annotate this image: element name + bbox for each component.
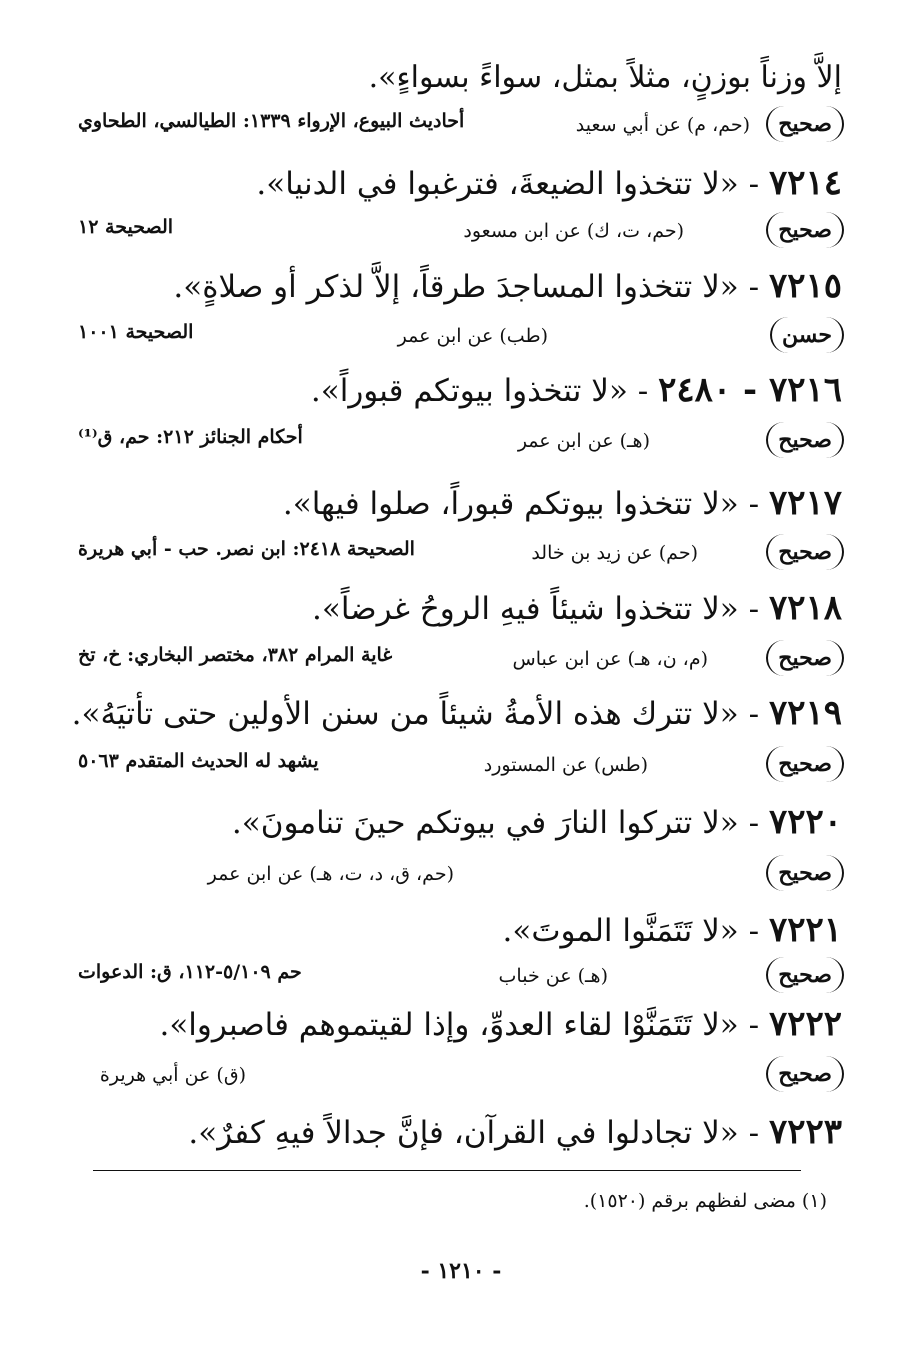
- grade-badge: صحيح: [766, 212, 844, 248]
- hadith-text: «لا تتخذوا المساجدَ طرقاً، إلاَّ لذكر أو صلاةٍ».: [173, 269, 739, 305]
- narrator-text: (طس) عن المستورد: [483, 754, 648, 776]
- hadith-number: ٧٢١٨: [768, 588, 842, 628]
- hadith-number: ٧٢٢٠: [768, 802, 842, 842]
- reference-text: الصحيحة ١٠٠١: [78, 321, 194, 343]
- hadith-text: «لا تترك هذه الأمةُ شيئاً من سنن الأولين حتى تأتيَهُ».: [71, 696, 739, 732]
- source-line: [78, 746, 844, 790]
- grade-badge: صحيح: [766, 534, 844, 570]
- hadith-number: ٧٢١٧: [768, 483, 842, 523]
- reference-text: أحاديث البيوع، الإرواء ١٣٣٩: الطيالسي، الطحاوي: [78, 110, 465, 132]
- narrator-text: (حم، ت، ك) عن ابن مسعود: [463, 220, 684, 242]
- hadith-number: ٧٢١٩: [768, 693, 842, 733]
- narrator-text: (حم) عن زيد بن خالد: [531, 542, 698, 564]
- reference-text: أحكام الجنائز ٢١٢: حم، ق⁽¹⁾: [78, 426, 303, 448]
- narrator-text: (هـ) عن خباب: [498, 965, 608, 987]
- hadith-line: ٧٢١٥ - «لا تتخذوا المساجدَ طرقاً، إلاَّ لذكر أو صلاةٍ».: [173, 266, 842, 306]
- hadith-line: ٧٢١٨ - «لا تتخذوا شيئاً فيهِ الروحُ غرضاً».: [312, 588, 842, 628]
- hadith-number: ٧٢٢٢: [768, 1004, 842, 1044]
- footnote: (١) مضى لفظهم برقم (١٥٢٠).: [583, 1190, 827, 1212]
- grade-badge: صحيح: [766, 1056, 844, 1092]
- hadith-line: ٧٢٢٣ - «لا تجادلوا في القرآن، فإنَّ جدالاً فيهِ كفرٌ».: [188, 1112, 842, 1152]
- narrator-text: (طب) عن ابن عمر: [397, 325, 548, 347]
- continuation-line: إلاَّ وزناً بوزنٍ، مثلاً بمثل، سواءً بسواءٍ».: [368, 60, 842, 95]
- hadith-line: ٧٢٢١ - «لا تَتَمَنَّوا الموتَ».: [502, 910, 842, 950]
- hadith-text: «لا تتخذوا شيئاً فيهِ الروحُ غرضاً».: [312, 591, 739, 627]
- grade-badge: صحيح: [766, 957, 844, 993]
- grade-badge: صحيح: [766, 106, 844, 142]
- narrator-text: (ق) عن أبي هريرة: [99, 1064, 246, 1086]
- reference-text: الصحيحة ٢٤١٨: ابن نصر. حب - أبي هريرة: [78, 538, 415, 560]
- source-line: [78, 534, 844, 578]
- hadith-number: ٧٢١٦ - ٢٤٨٠: [658, 370, 842, 410]
- source-line: [78, 1056, 844, 1100]
- narrator-text: (م، ن، هـ) عن ابن عباس: [512, 648, 708, 670]
- hadith-number: ٧٢١٤: [768, 163, 842, 203]
- hadith-text: «لا تتركوا النارَ في بيوتكم حينَ تنامونَ».: [231, 805, 739, 841]
- narrator-text: (حم، م) عن أبي سعيد: [575, 114, 750, 136]
- reference-text: حم ٥/١٠٩-١١٢، ق: الدعوات: [78, 961, 302, 983]
- hadith-text: «لا تَتَمَنَّوا الموتَ».: [502, 913, 739, 949]
- page-number: - ١٢١٠ -: [420, 1258, 502, 1284]
- hadith-number: ٧٢١٥: [768, 266, 842, 306]
- grade-badge: صحيح: [766, 422, 844, 458]
- grade-badge: حسن: [770, 317, 844, 353]
- footnote-divider: [93, 1170, 801, 1171]
- grade-badge: صحيح: [766, 640, 844, 676]
- narrator-text: (حم، ق، د، ت، هـ) عن ابن عمر: [207, 863, 454, 885]
- source-line: [78, 106, 844, 150]
- hadith-line: ٧٢١٤ - «لا تتخذوا الضيعةَ، فترغبوا في الدنيا».: [256, 163, 842, 203]
- source-line: [78, 855, 844, 899]
- hadith-text: «لا تتخذوا الضيعةَ، فترغبوا في الدنيا».: [256, 166, 739, 202]
- source-line: [78, 957, 844, 1001]
- hadith-line: ٧٢١٩ - «لا تترك هذه الأمةُ شيئاً من سنن الأولين حتى تأتيَهُ».: [71, 693, 842, 733]
- source-line: [78, 317, 844, 361]
- reference-text: الصحيحة ١٢: [78, 216, 174, 238]
- source-line: [78, 422, 844, 466]
- hadith-text: «لا تَتَمَنَّوْا لقاء العدوِّ، وإذا لقيتموهم فاصبروا».: [159, 1007, 739, 1043]
- hadith-line: ٧٢١٧ - «لا تتخذوا بيوتكم قبوراً، صلوا فيها».: [282, 483, 842, 523]
- grade-badge: صحيح: [766, 746, 844, 782]
- narrator-text: (هـ) عن ابن عمر: [517, 430, 650, 452]
- source-line: [78, 640, 844, 684]
- source-line: [78, 212, 844, 256]
- reference-text: غاية المرام ٣٨٢، مختصر البخاري: خ، تخ: [78, 644, 393, 666]
- hadith-line: ٧٢٢٢ - «لا تَتَمَنَّوْا لقاء العدوِّ، وإذا لقيتموهم فاصبروا».: [159, 1004, 842, 1044]
- hadith-number: ٧٢٢١: [768, 910, 842, 950]
- hadith-number: ٧٢٢٣: [768, 1112, 842, 1152]
- hadith-line: ٧٢٢٠ - «لا تتركوا النارَ في بيوتكم حينَ تنامونَ».: [231, 802, 842, 842]
- grade-badge: صحيح: [766, 855, 844, 891]
- hadith-text: «لا تتخذوا بيوتكم قبوراً، صلوا فيها».: [282, 486, 739, 522]
- hadith-line: ٧٢١٦ - ٢٤٨٠ - «لا تتخذوا بيوتكم قبوراً».: [310, 370, 842, 410]
- reference-text: يشهد له الحديث المتقدم ٥٠٦٣: [78, 750, 319, 772]
- hadith-text: «لا تجادلوا في القرآن، فإنَّ جدالاً فيهِ كفرٌ».: [188, 1115, 739, 1151]
- hadith-text: «لا تتخذوا بيوتكم قبوراً».: [310, 373, 628, 409]
